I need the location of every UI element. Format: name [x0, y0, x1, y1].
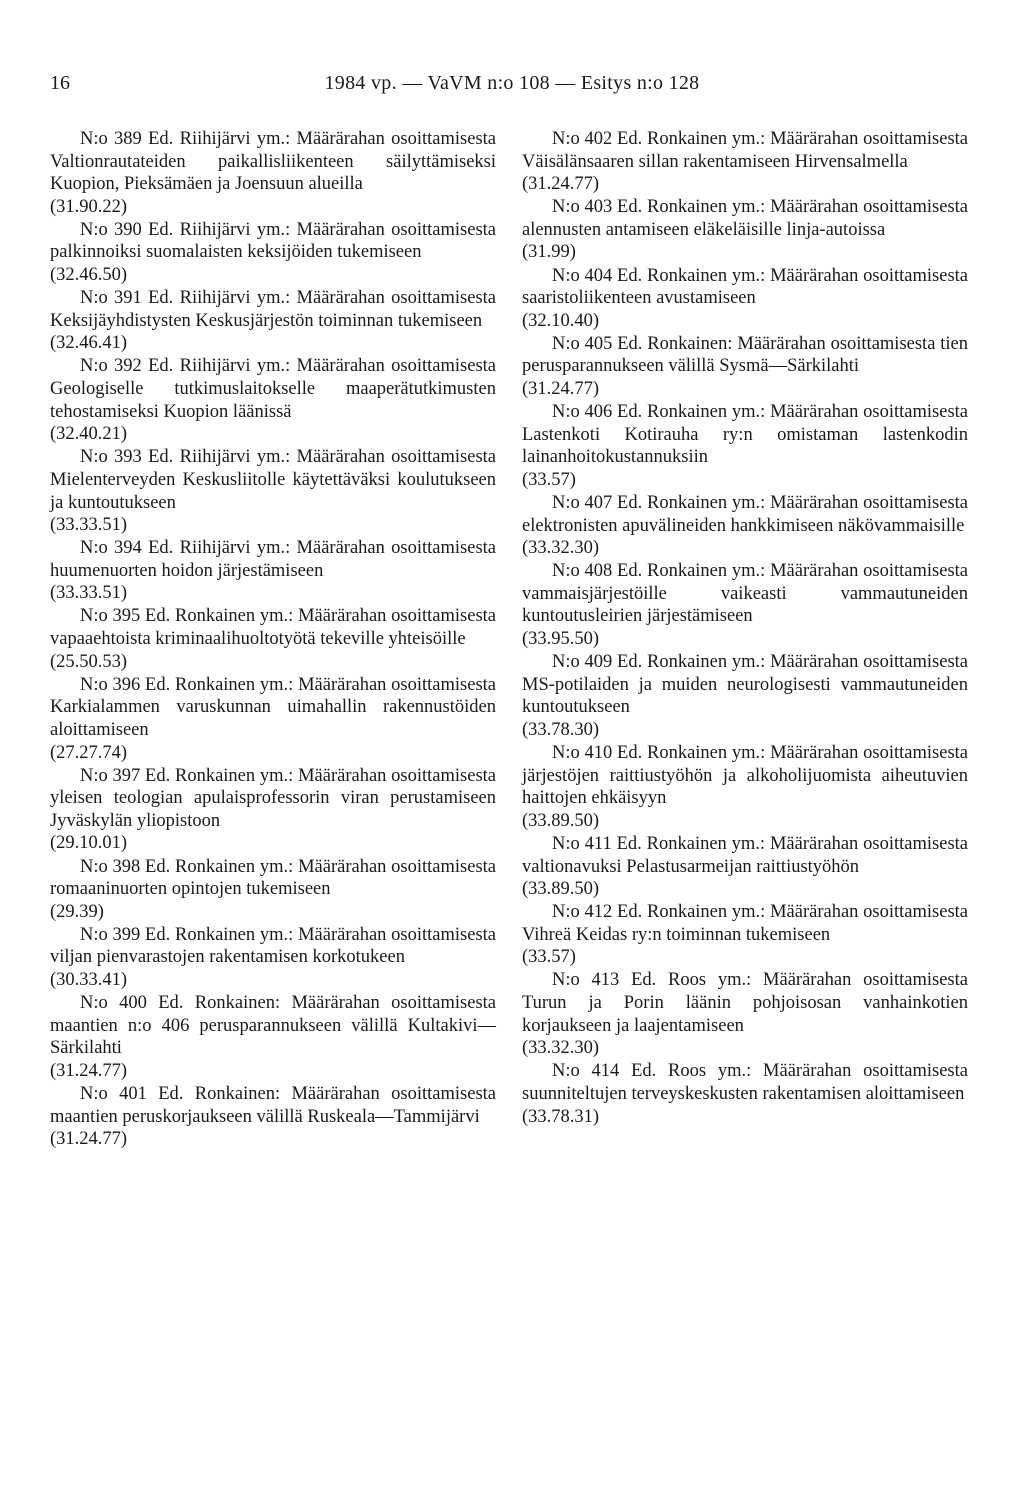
- budget-code: (31.24.77): [50, 1060, 128, 1081]
- budget-code: (33.78.30): [522, 719, 600, 740]
- motion-text: N:o 408 Ed. Ronkainen ym.: Määrärahan osoittamisesta vammaisjärjestöille vaikeasti vammautuneiden kuntoutusleirien järjestämiseen: [522, 561, 968, 627]
- budget-code: (33.33.51): [50, 515, 128, 536]
- motion-entry: [522, 969, 968, 1059]
- budget-code: (32.40.21): [50, 424, 128, 445]
- page-number: 16: [50, 72, 70, 94]
- motion-text: N:o 401 Ed. Ronkainen: Määrärahan osoittamisesta maantien peruskorjaukseen välillä Ruskeala—Tammijärvi: [50, 1083, 496, 1127]
- budget-code: (33.57): [522, 947, 576, 968]
- budget-code: (33.32.30): [522, 1038, 600, 1059]
- budget-code: (31.99): [522, 242, 576, 263]
- motion-text: N:o 398 Ed. Ronkainen ym.: Määrärahan osoittamisesta romaaninuorten opintojen tukemiseen: [50, 856, 496, 900]
- motion-entry: [522, 196, 968, 264]
- motion-entry: [522, 128, 968, 196]
- motion-text: N:o 402 Ed. Ronkainen ym.: Määrärahan osoittamisesta Väisälänsaaren sillan rakentamiseen Hirvensalmella: [522, 129, 968, 172]
- budget-code: (33.89.50): [522, 810, 600, 831]
- motion-text: N:o 411 Ed. Ronkainen ym.: Määrärahan osoittamisesta valtionavuksi Pelastusarmeijan raittiustyöhön: [522, 833, 968, 877]
- budget-code: (33.32.30): [522, 538, 600, 559]
- motion-entry: [522, 401, 968, 491]
- budget-code: (31.24.77): [522, 174, 600, 195]
- budget-code: (33.57): [522, 469, 576, 490]
- budget-code: (31.24.77): [50, 1129, 128, 1150]
- motion-entry: [50, 992, 496, 1082]
- motion-text: N:o 395 Ed. Ronkainen ym.: Määrärahan osoittamisesta vapaaehtoista kriminaalihuoltotyötä tekeville yhteisöille: [50, 606, 496, 650]
- motion-text: N:o 414 Ed. Roos ym.: Määrärahan osoittamisesta suunniteltujen terveyskeskusten rakentamisen aloittamiseen: [522, 1061, 968, 1104]
- motion-entry: [50, 765, 496, 855]
- motion-text: N:o 404 Ed. Ronkainen ym.: Määrärahan osoittamisesta saaristoliikenteen avustamiseen: [522, 265, 968, 309]
- motion-text: N:o 406 Ed. Ronkainen ym.: Määrärahan osoittamisesta Lastenkoti Kotirauha ry:n omistaman lastenkodin lainanhoitokustannuksiin: [522, 402, 968, 468]
- motion-entry: [522, 651, 968, 741]
- motion-entry: [522, 901, 968, 969]
- motion-entry: [50, 924, 496, 992]
- motion-entry: [522, 1060, 968, 1128]
- motion-entry: [522, 833, 968, 901]
- motion-entry: [522, 492, 968, 560]
- motion-entry: [50, 219, 496, 287]
- right-column: [522, 128, 968, 1129]
- motion-text: N:o 396 Ed. Ronkainen ym.: Määrärahan osoittamisesta Karkialammen varuskunnan uimahallin rakennustöiden aloittamiseen: [50, 674, 496, 740]
- motion-entry: [50, 287, 496, 355]
- motion-text: N:o 393 Ed. Riihijärvi ym.: Määrärahan osoittamisesta Mielenterveyden Keskusliitolle käytettäväksi koulutukseen ja kuntoutukseen: [50, 447, 496, 513]
- motion-entry: [50, 1083, 496, 1151]
- budget-code: (33.95.50): [522, 629, 600, 650]
- budget-code: (33.33.51): [50, 583, 128, 604]
- motion-text: N:o 413 Ed. Roos ym.: Määrärahan osoittamisesta Turun ja Porin läänin pohjoisosan vanhainkotien korjaukseen ja laajentamiseen: [522, 970, 968, 1036]
- left-column: [50, 128, 496, 1151]
- motion-text: N:o 399 Ed. Ronkainen ym.: Määrärahan osoittamisesta viljan pienvarastojen rakentamisen korkotukeen: [50, 924, 496, 968]
- motion-entry: [50, 128, 496, 218]
- budget-code: (32.46.41): [50, 333, 128, 354]
- budget-code: (27.27.74): [50, 742, 128, 763]
- budget-code: (33.89.50): [522, 879, 600, 900]
- motion-entry: [50, 446, 496, 536]
- motion-entry: [50, 856, 496, 924]
- motion-entry: [50, 674, 496, 764]
- motion-text: N:o 391 Ed. Riihijärvi ym.: Määrärahan osoittamisesta Keksijäyhdistysten Keskusjärjestön toiminnan tukemiseen: [50, 288, 496, 331]
- running-head: 1984 vp. — VaVM n:o 108 — Esitys n:o 128: [324, 72, 700, 94]
- motion-entry: [522, 742, 968, 832]
- motion-entry: [522, 265, 968, 333]
- budget-code: (32.10.40): [522, 310, 600, 331]
- motion-entry: [522, 333, 968, 401]
- budget-code: (30.33.41): [50, 969, 128, 990]
- motion-text: N:o 400 Ed. Ronkainen: Määrärahan osoittamisesta maantien n:o 406 perusparannukseen välillä Kultakivi—Särkilahti: [50, 993, 496, 1059]
- motion-text: N:o 405 Ed. Ronkainen: Määrärahan osoittamisesta tien perusparannukseen välillä Sysmä—Särkilahti: [522, 333, 968, 377]
- motion-text: N:o 394 Ed. Riihijärvi ym.: Määrärahan osoittamisesta huumenuorten hoidon järjestämiseen: [50, 538, 496, 581]
- motion-entry: [50, 605, 496, 673]
- motion-text: N:o 390 Ed. Riihijärvi ym.: Määrärahan osoittamisesta palkinnoiksi suomalaisten keksijöiden tukemiseen: [50, 219, 496, 263]
- motion-text: N:o 409 Ed. Ronkainen ym.: Määrärahan osoittamisesta MS-potilaiden ja muiden neurologisesti vammautuneiden kuntoutukseen: [522, 652, 968, 718]
- motion-entry: [50, 355, 496, 445]
- motion-text: N:o 410 Ed. Ronkainen ym.: Määrärahan osoittamisesta järjestöjen raittiustyöhön ja alkoholijuomista aiheutuvien haittojen ehkäisyyn: [522, 743, 968, 809]
- budget-code: (33.78.31): [522, 1106, 600, 1127]
- motion-text: N:o 392 Ed. Riihijärvi ym.: Määrärahan osoittamisesta Geologiselle tutkimuslaitokselle maaperätutkimusten tehostamiseksi Kuopion läänissä: [50, 356, 496, 422]
- motion-text: N:o 403 Ed. Ronkainen ym.: Määrärahan osoittamisesta alennusten antamiseen eläkeläisille linja-autoissa: [522, 197, 968, 240]
- motion-text: N:o 389 Ed. Riihijärvi ym.: Määrärahan osoittamisesta Valtionrautateiden paikallisliikenteen säilyttämiseksi Kuopion, Pieksämäen ja Joensuun alueilla: [50, 129, 496, 195]
- budget-code: (32.46.50): [50, 265, 128, 286]
- budget-code: (31.24.77): [522, 379, 600, 400]
- motion-entry: [522, 560, 968, 650]
- budget-code: (29.39): [50, 901, 104, 922]
- budget-code: (31.90.22): [50, 196, 128, 217]
- motion-text: N:o 412 Ed. Ronkainen ym.: Määrärahan osoittamisesta Vihreä Keidas ry:n toiminnan tukemiseen: [522, 902, 968, 945]
- budget-code: (25.50.53): [50, 651, 128, 672]
- motion-text: N:o 397 Ed. Ronkainen ym.: Määrärahan osoittamisesta yleisen teologian apulaisprofessorin viran perustamiseen Jyväskylän yliopistoon: [50, 765, 496, 831]
- budget-code: (29.10.01): [50, 833, 128, 854]
- motion-entry: [50, 537, 496, 605]
- motion-text: N:o 407 Ed. Ronkainen ym.: Määrärahan osoittamisesta elektronisten apuvälineiden hankkimiseen näkövammaisille: [522, 493, 968, 536]
